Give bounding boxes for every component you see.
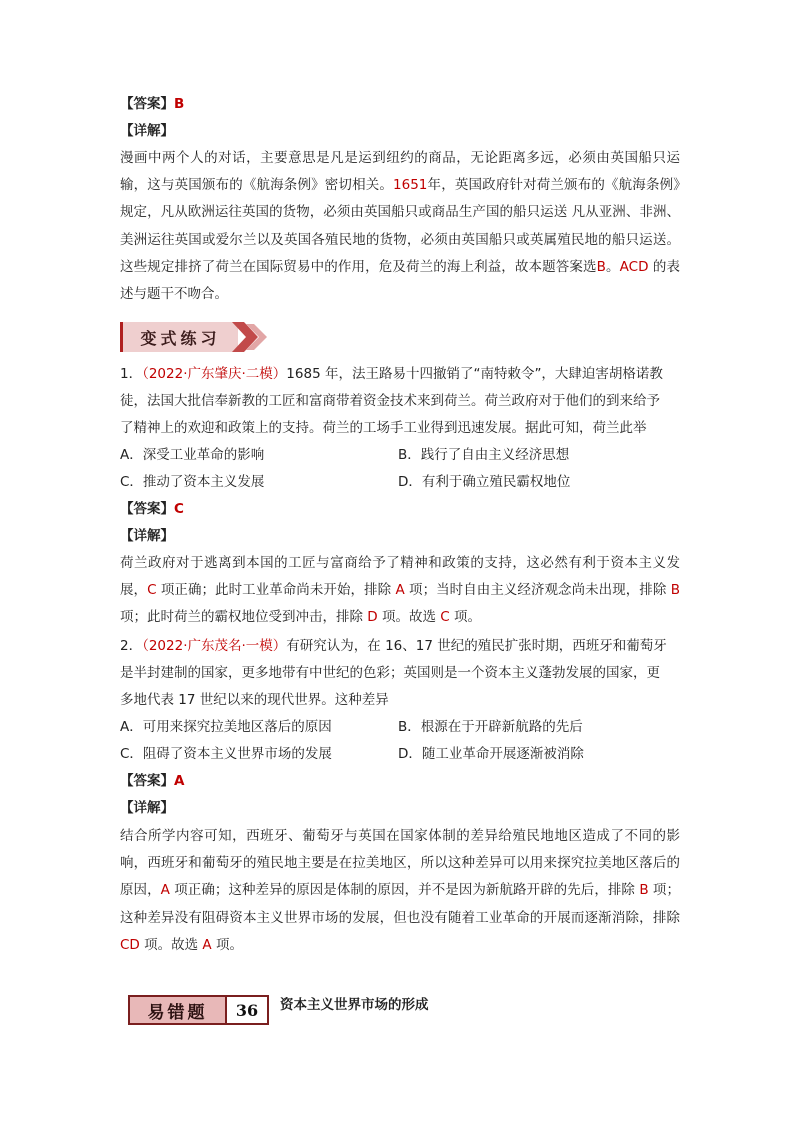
chevron-arrows-icon	[232, 320, 272, 354]
question-2-options-ab	[120, 714, 680, 741]
answer-value: A	[174, 773, 185, 789]
answer-value: C	[174, 501, 184, 517]
option-a[interactable]: A．可用来探究拉美地区落后的原因	[120, 719, 332, 735]
banner-label: 变式练习	[140, 328, 221, 348]
question-2-line-3: 多地代表 17 世纪以来的现代世界。这种差异	[120, 692, 389, 708]
error-prone-topic-badge	[128, 995, 269, 1025]
question-source: （2022·广东茂名·一模）	[142, 638, 287, 654]
question-1-line-2: 徒，法国大批信奉新教的工匠和富商带着资金技术来到荷兰。荷兰政府对于他们的到来给予	[120, 393, 660, 409]
variant-practice-banner	[120, 320, 270, 354]
topic-title: 资本主义世界市场的形成	[280, 997, 429, 1013]
answer-value: B	[174, 96, 185, 112]
error-prone-label-box	[128, 995, 225, 1025]
question-number: 1．	[120, 366, 143, 382]
answer-line-3: 【答案】A	[120, 773, 185, 789]
question-2-line-1: 2．（2022·广东茂名·一模）有研究认为，在 16、17 世纪的殖民扩张时期，西班牙和葡萄牙	[120, 638, 667, 654]
explanation-paragraph-2: 荷兰政府对于逃离到本国的工匠与富商给予了精神和政策的支持，这必然有利于资本主义发展，C 项正确；此时工业革命尚未开始，排除 A 项；当时自由主义经济观念尚未出现，排除 B 项；此时荷兰的霸权地位受到冲击，排除 D 项。故选 C 项。	[120, 555, 680, 626]
explanation-tag-1	[120, 118, 680, 145]
explanation-tag: 【详解】	[120, 123, 174, 139]
question-1-line-3: 了精神上的欢迎和政策上的支持。荷兰的工场手工业得到迅速发展。据此可知，荷兰此举	[120, 420, 647, 436]
option-b[interactable]: B．践行了自由主义经济思想	[398, 447, 570, 463]
question-1-line-1: 1．（2022·广东肇庆·二模）1685 年，法王路易十四撤销了“南特敕令”，大肆迫害胡格诺教	[120, 366, 663, 382]
option-d[interactable]: D．有利于确立殖民霸权地位	[398, 474, 571, 490]
explanation-paragraph-1: 漫画中两个人的对话，主要意思是凡是运到纽约的商品，无论距离多远，必须由英国船只运输，这与英国颁布的《航海条例》密切相关。1651年，英国政府针对荷兰颁布的《航海条例》规定，凡从欧洲运往英国的货物，必须由英国船只或商品生产国的船只运送 凡从亚洲、非洲、美洲运往英国或爱尔兰以及英国各殖民地的货物，必须由英国船只或英属殖民地的船只运送。这些规定排挤了荷兰在国际贸易中的作用，危及荷兰的海上利益，故本题答案选B。ACD 的表述与题干不吻合。	[120, 150, 681, 303]
banner-box	[120, 322, 238, 352]
option-c[interactable]: C．推动了资本主义发展	[120, 474, 265, 490]
error-prone-label: 易错题	[147, 1002, 208, 1023]
option-a[interactable]: A．深受工业革命的影响	[120, 447, 265, 463]
option-c[interactable]: C．阻碍了资本主义世界市场的发展	[120, 746, 332, 762]
explanation-paragraph-3: 结合所学内容可知，西班牙、葡萄牙与英国在国家体制的差异给殖民地地区造成了不同的影响，西班牙和葡萄牙的殖民地主要是在拉美地区，所以这种差异可以用来探究拉美地区落后的原因，A 项正确；这种差异的原因是体制的原因，并不是因为新航路开辟的先后，排除 B 项；这种差异没有阻碍资本主义世界市场的发展，但也没有随着工业革命的开展而逐渐消除，排除 CD 项。故选 A 项。	[120, 828, 680, 953]
option-d[interactable]: D．随工业革命开展逐渐被消除	[398, 746, 584, 762]
answer-line-1	[120, 91, 680, 118]
answer-tag: 【答案】	[120, 96, 174, 112]
explanation-tag-3: 【详解】	[120, 800, 174, 816]
question-2-line-2: 是半封建制的国家，更多地带有中世纪的色彩；英国则是一个资本主义蓬勃发展的国家，更	[120, 665, 660, 681]
question-2-options-cd	[120, 741, 680, 768]
question-1-options-ab	[120, 442, 680, 469]
answer-line-2: 【答案】C	[120, 501, 184, 517]
question-1-options-cd	[120, 469, 680, 496]
option-b[interactable]: B．根源在于开辟新航路的先后	[398, 719, 583, 735]
question-number: 2．	[120, 638, 143, 654]
explanation-tag-2: 【详解】	[120, 528, 174, 544]
topic-number: 36	[225, 995, 269, 1025]
question-source: （2022·广东肇庆·二模）	[142, 366, 287, 382]
